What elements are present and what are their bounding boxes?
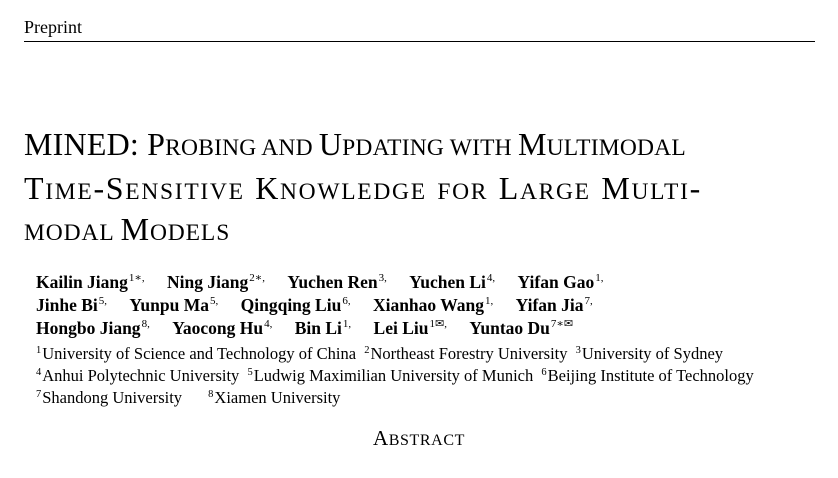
title-line-2: TIME-SENSITIVE KNOWLEDGE FOR LARGE MULTI- [24, 170, 702, 206]
author: Bin $Li^{1,}$ [294, 318, 352, 338]
title-line-3: MODAL MODELS [24, 211, 231, 247]
affiliation-line-3 [36, 387, 758, 409]
title-line-1: MINED: PROBING AND UPDATING WITH MULTIMODAL [24, 126, 686, 162]
author: Hongbo Jiang$^{8,}$ [36, 318, 150, 338]
author: Jinhe $Bi^{5,}$ [36, 295, 108, 315]
author-line-3 [36, 317, 621, 340]
abstract-heading: ABSTRACT [373, 426, 465, 450]
author: Yifan Jia$^{7,}$ [515, 295, 593, 315]
paper-title [24, 122, 824, 251]
author: Xianhao Wang$^{1,}$ [372, 295, 494, 315]
running-header: Preprint [24, 17, 82, 37]
author: Yunpu $Ma^{5,}$ [129, 295, 219, 315]
affiliation: $^3$University of Sydney [575, 344, 724, 363]
affiliation: $^8$Xiamen University [208, 388, 341, 407]
affiliation: $^6$Beijing Institute of Technology [541, 366, 754, 385]
author: Yuntao $Du^{7∗✉}$ [469, 318, 574, 338]
header-rule [24, 41, 815, 42]
author: Ning Jiang$^{2∗,}$ [167, 272, 265, 292]
affiliation: $^5$Ludwig Maximilian University of Munich [247, 366, 534, 385]
affiliation: $^7$Shandong University [36, 388, 183, 407]
author: Kailin Jiang$^{1∗,}$ [36, 272, 145, 292]
author: Yuchen Ren$^{3,}$ [287, 272, 387, 292]
author: Lei Liu$^{1✉,}$ [373, 318, 447, 338]
author: Yaocong $Hu^{4,}$ [172, 318, 273, 338]
affiliation: $^4$Anhui Polytechnic University [36, 366, 240, 385]
author: Yifan Gao$^{1,}$ [517, 272, 604, 292]
author-line-2 [36, 294, 621, 317]
affiliation-line-1 [36, 343, 758, 365]
author-list [36, 271, 621, 340]
affiliation: $^1$University of Science and Technology of China [36, 344, 357, 363]
author: Yuchen $Li^{4,}$ [409, 272, 496, 292]
author-line-1 [36, 271, 621, 294]
author: Qingqing Liu$^{6,}$ [240, 295, 351, 315]
affiliation-line-2 [36, 365, 758, 387]
affiliation: $^2$Northeast Forestry University [364, 344, 568, 363]
affiliation-list [36, 343, 758, 409]
